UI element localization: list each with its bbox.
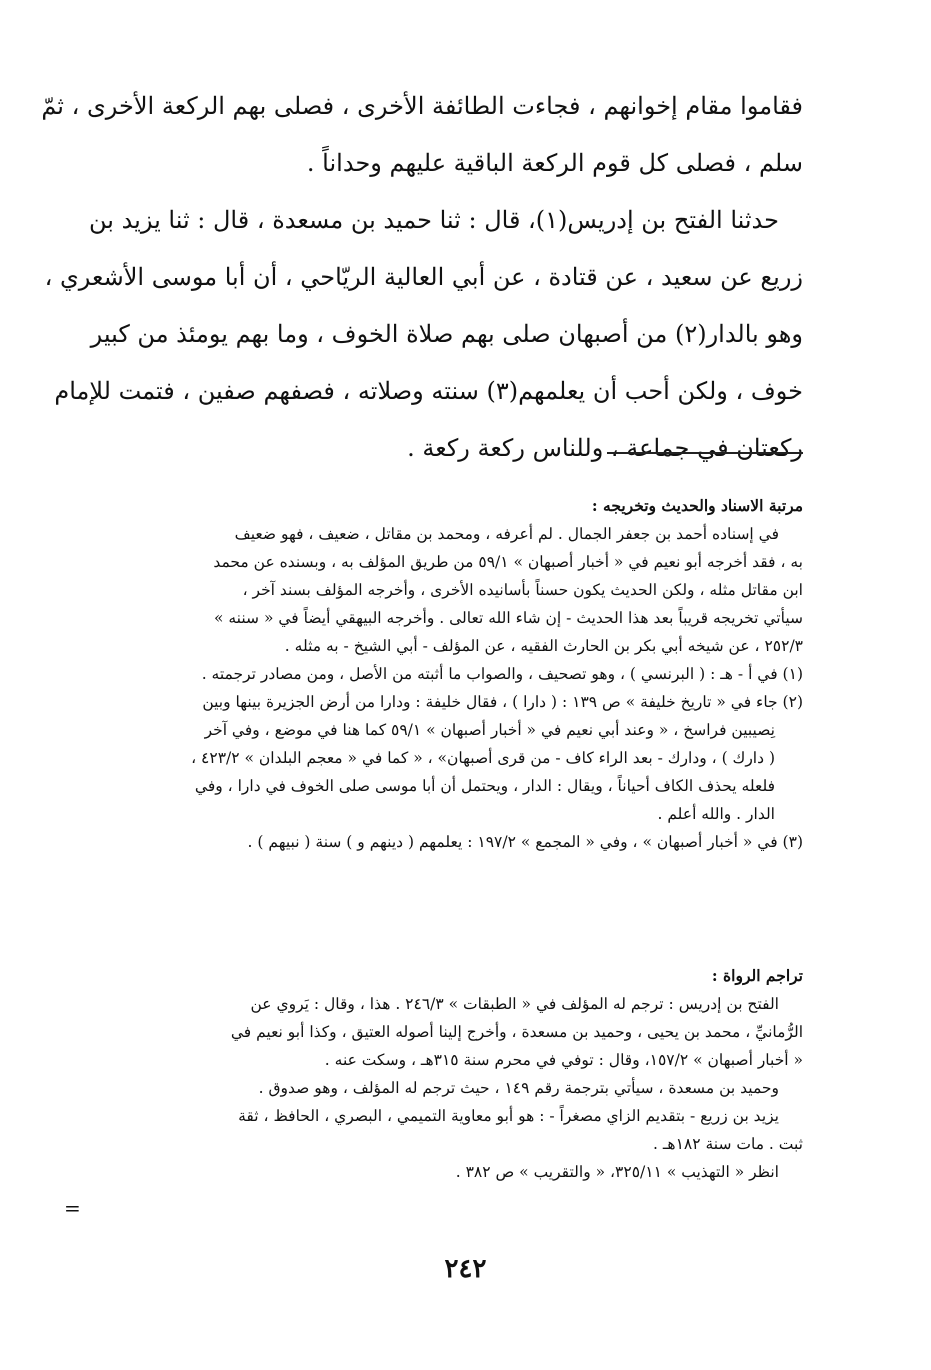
takhrij-heading: مرتبة الاسناد والحديث وتخريجه : [591,496,803,515]
main-text-paragraph-1 [41,78,803,192]
footnote-2-line: (٢) جاء في « تاريخ خليفة » ص ١٣٩ : ( دارا ) ، فقال خليفة : ودارا من أرض الجزيرة بينها وبين [202,693,803,711]
main-text-line: سلم ، فصلى كل قوم الركعة الباقية عليهم وحداناً . [306,149,803,177]
main-text-line: زريع عن سعيد ، عن قتادة ، عن أبي العالية الريّاحي ، أن أبا موسى الأشعري ، [44,263,803,291]
main-text-line: ركعتان في جماعة ، وللناس ركعة ركعة . [407,434,803,462]
narrator-line: ثبت . مات سنة ١٨٢هـ . [652,1135,803,1153]
main-text-line: حدثنا الفتح بن إدريس(١)، قال : ثنا حميد بن مسعدة ، قال : ثنا يزيد بن [89,206,779,234]
footnote-separator-rule [607,452,803,454]
narrator-line: وحميد بن مسعدة ، سيأتي بترجمة رقم ١٤٩ ، حيث ترجم له المؤلف ، وهو صدوق . [258,1079,779,1097]
main-text-line: خوف ، ولكن أحب أن يعلمهم(٣) سنته وصلاته ، فصفهم صفين ، فتمت للإمام [54,377,803,405]
takhrij-line: ابن مقاتل مثله ، ولكن الحديث يكون حسناً بأسانيده الأخرى ، وأخرجه المؤلف بسند آخر ، [242,581,803,599]
footnote-2-line: فلعله يحذف الكاف أحياناً ، ويقال : الدار ، ويحتمل أن أبا موسى صلى الخوف في دارا ، وفي [194,777,775,795]
takhrij-line: به ، فقد أخرجه أبو نعيم في « أخبار أصبهان » ٥٩/١ من طريق المؤلف به ، وبسنده عن محمد [213,553,803,571]
narrators-section [93,962,803,1186]
takhrij-line: سيأتي تخريجه قريباً بعد هذا الحديث - إن شاء الله تعالى . وأخرجه البيهقي أيضاً في « سننه » [213,609,803,627]
takhrij-line: ٢٥٢/٣ ، عن شيخه أبي بكر بن الحارث الفقيه ، عن المؤلف - أبي الشيخ - به مثله . [284,637,803,655]
footnote-3: (٣) في « أخبار أصبهان » ، وفي « المجمع » ١٩٧/٢ : يعلمهم ( دينهم و ) سنة ( نبيهم ) . [247,833,803,851]
footnote-2-line: الدار . والله أعلم . [657,805,775,823]
footnote-1: (١) في أ - هـ : ( البرنسي ) ، وهو تصحيف ، والصواب ما أثبته من الأصل ، ومن مصادر ترجمته . [201,665,803,683]
main-text-paragraph-2 [44,192,803,477]
footnote-2-line: ( دارك ) ، ودارك - بعد الراء كاف - من قرى أصبهان» ، « كما في « معجم البلدان » ٤٢٣/٢ ، [191,749,775,767]
footnotes-section [93,660,803,856]
narrator-line: « أخبار أصبهان » ١٥٧/٢، وقال : توفي في محرم سنة ٣١٥هـ ، وسكت عنه . [324,1051,803,1069]
footnote-2-line: نِصيبين فراسخ ، « وعند أبي نعيم في « أخبار أصبهان » ٥٩/١ كما هنا في موضع ، وفي آخر [204,721,775,739]
narrator-line: انظر « التهذيب » ٣٢٥/١١، « والتقريب » ص ٣٨٢ . [455,1163,779,1181]
takhrij-line: في إسناده أحمد بن جعفر الجمال . لم أعرفه ، ومحمد بن مقاتل ، ضعيف ، فهو ضعيف [234,525,779,543]
narrator-line: الرُّمانيِّ ، محمد بن يحيى ، وحميد بن مسعدة ، وأخرج إلينا أصوله العتيق ، وكذا أبو نعيم في [230,1023,803,1041]
main-text-line: فقاموا مقام إخوانهم ، فجاءت الطائفة الأخرى ، فصلى بهم الركعة الأخرى ، ثمّ [41,92,803,120]
margin-mark: = [64,1196,81,1220]
main-text-line: وهو بالدار(٢) من أصبهان صلى بهم صلاة الخوف ، وما بهم يومئذ من كبير [90,320,803,348]
page-number: ٢٤٢ [444,1254,487,1284]
narrator-line: الفتح بن إدريس : ترجم له المؤلف في « الطبقات » ٢٤٦/٣ . هذا ، وقال : يَروي عن [250,995,779,1013]
narrators-heading: تراجم الرواة : [711,966,803,985]
narrator-line: يزيد بن زريع - بتقديم الزاي مصغراً - : هو أبو معاوية التميمي ، البصري ، الحافظ ، ثقة [238,1107,779,1125]
takhrij-section [93,492,803,660]
